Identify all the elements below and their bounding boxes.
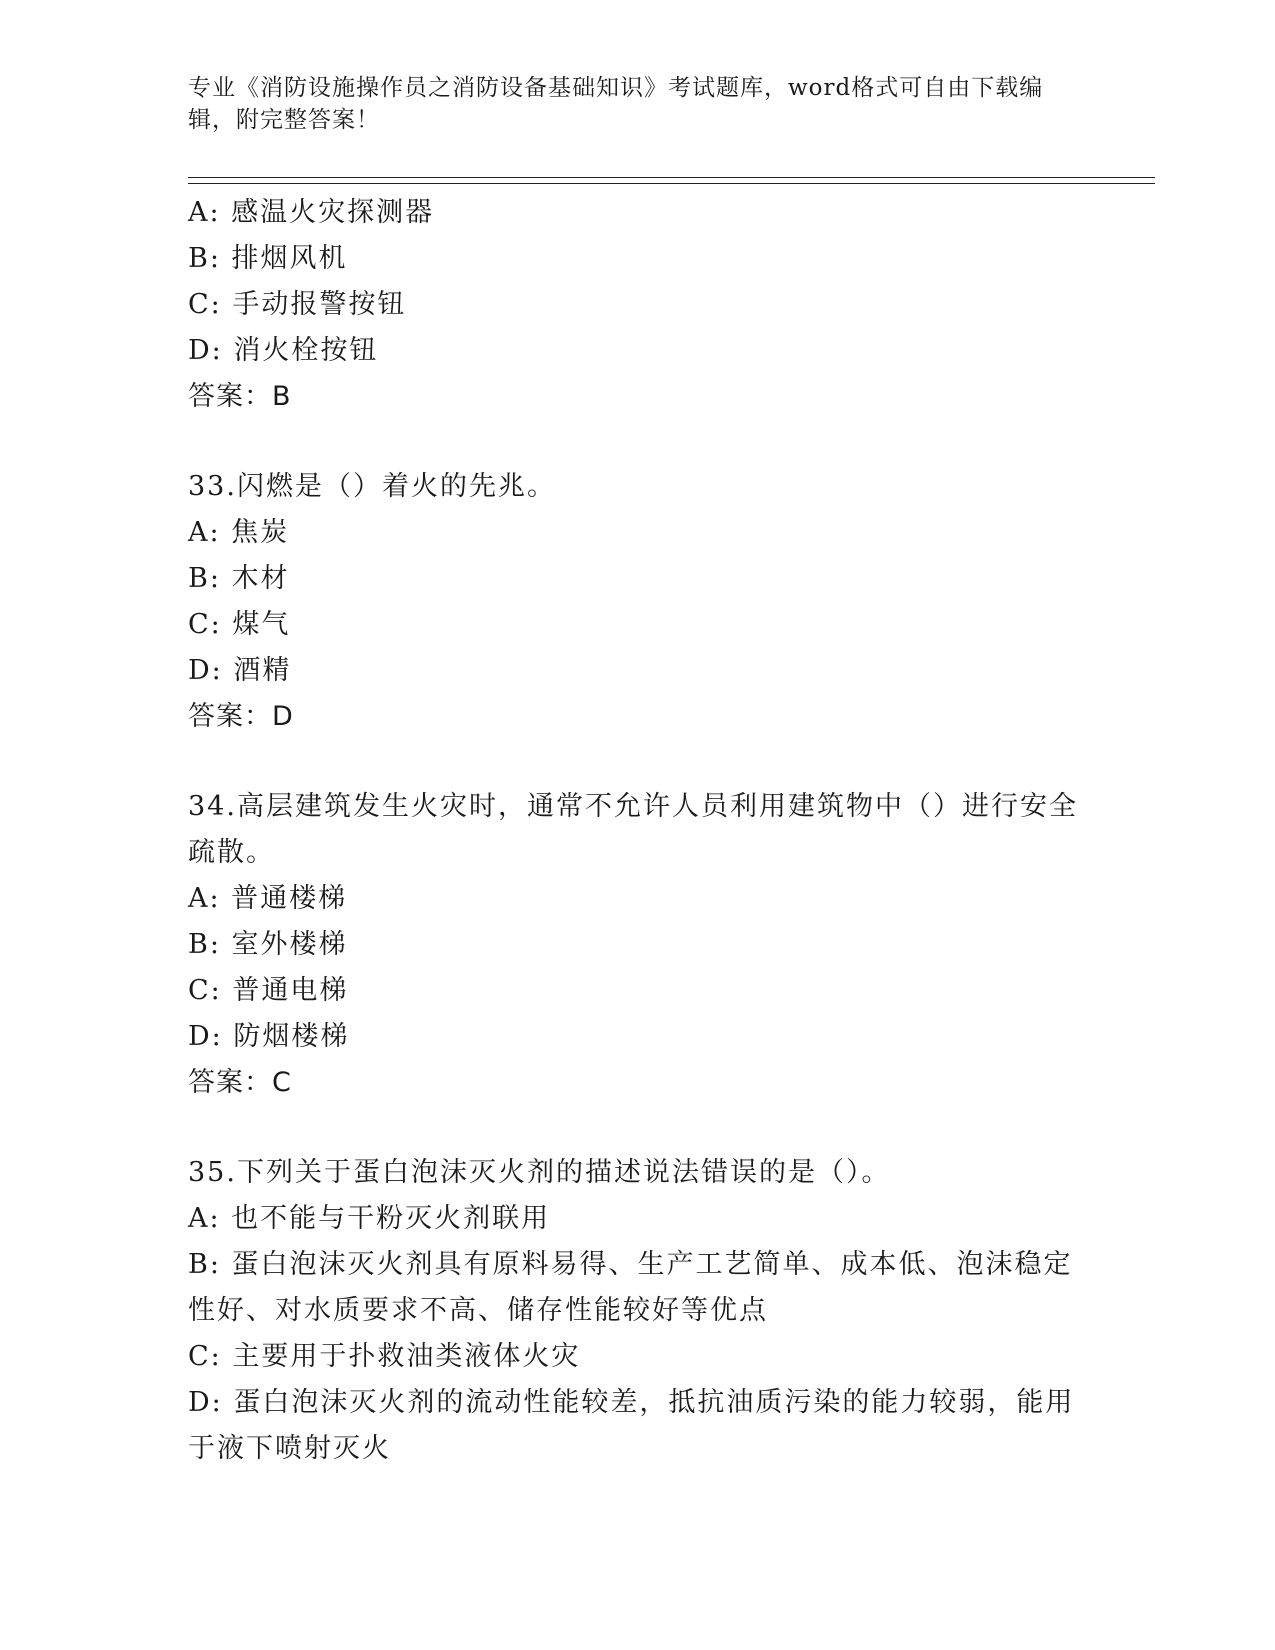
- answer: 答案：D: [188, 701, 294, 732]
- option-a: A: 感温火灾探测器: [188, 197, 435, 228]
- question-stem: 35.下列关于蛋白泡沫灭火剂的描述说法错误的是（）。: [188, 1157, 891, 1188]
- header-rule-top: [188, 177, 1155, 178]
- option-b-line-2: 性好、对水质要求不高、储存性能较好等优点: [188, 1295, 768, 1326]
- option-c: C: 手动报警按钮: [188, 289, 407, 320]
- option-d: D: 防烟楼梯: [188, 1021, 350, 1052]
- option-a: A: 焦炭: [188, 517, 290, 548]
- spacer: [188, 1106, 1088, 1150]
- document-header: 专业《消防设施操作员之消防设备基础知识》考试题库，word格式可自由下载编辑，附完整答案！: [188, 75, 1044, 133]
- question-34: [188, 784, 1088, 1106]
- question-33: [188, 464, 1088, 740]
- option-a: A: 也不能与干粉灭火剂联用: [188, 1203, 551, 1234]
- option-d-line-1: D: 蛋白泡沫灭火剂的流动性能较差，抵抗油质污染的能力较弱，能用: [188, 1387, 1075, 1418]
- answer: 答案：B: [188, 381, 292, 412]
- question-stem: 33.闪燃是（）着火的先兆。: [188, 471, 556, 502]
- spacer: [188, 740, 1088, 784]
- option-c: C: 普通电梯: [188, 975, 349, 1006]
- question-list: [188, 190, 1088, 1472]
- option-b: B: 室外楼梯: [188, 929, 348, 960]
- question-32-continued: [188, 190, 1088, 420]
- option-b: B: 排烟风机: [188, 243, 348, 274]
- question-35: [188, 1150, 1088, 1472]
- option-d-line-2: 于液下喷射灭火: [188, 1433, 391, 1464]
- option-a: A: 普通楼梯: [188, 883, 348, 914]
- option-d: D: 消火栓按钮: [188, 335, 379, 366]
- option-b-line-1: B: 蛋白泡沫灭火剂具有原料易得、生产工艺简单、成本低、泡沫稳定: [188, 1249, 1073, 1280]
- header-rule-bottom: [188, 183, 1155, 184]
- option-b: B: 木材: [188, 563, 290, 594]
- option-d: D: 酒精: [188, 655, 292, 686]
- option-c: C: 煤气: [188, 609, 291, 640]
- answer: 答案：C: [188, 1067, 292, 1098]
- question-stem-line-1: 34.高层建筑发生火灾时，通常不允许人员利用建筑物中（）进行安全: [188, 791, 1078, 822]
- question-stem-line-2: 疏散。: [188, 837, 275, 868]
- option-c: C: 主要用于扑救油类液体火灾: [188, 1341, 581, 1372]
- spacer: [188, 420, 1088, 464]
